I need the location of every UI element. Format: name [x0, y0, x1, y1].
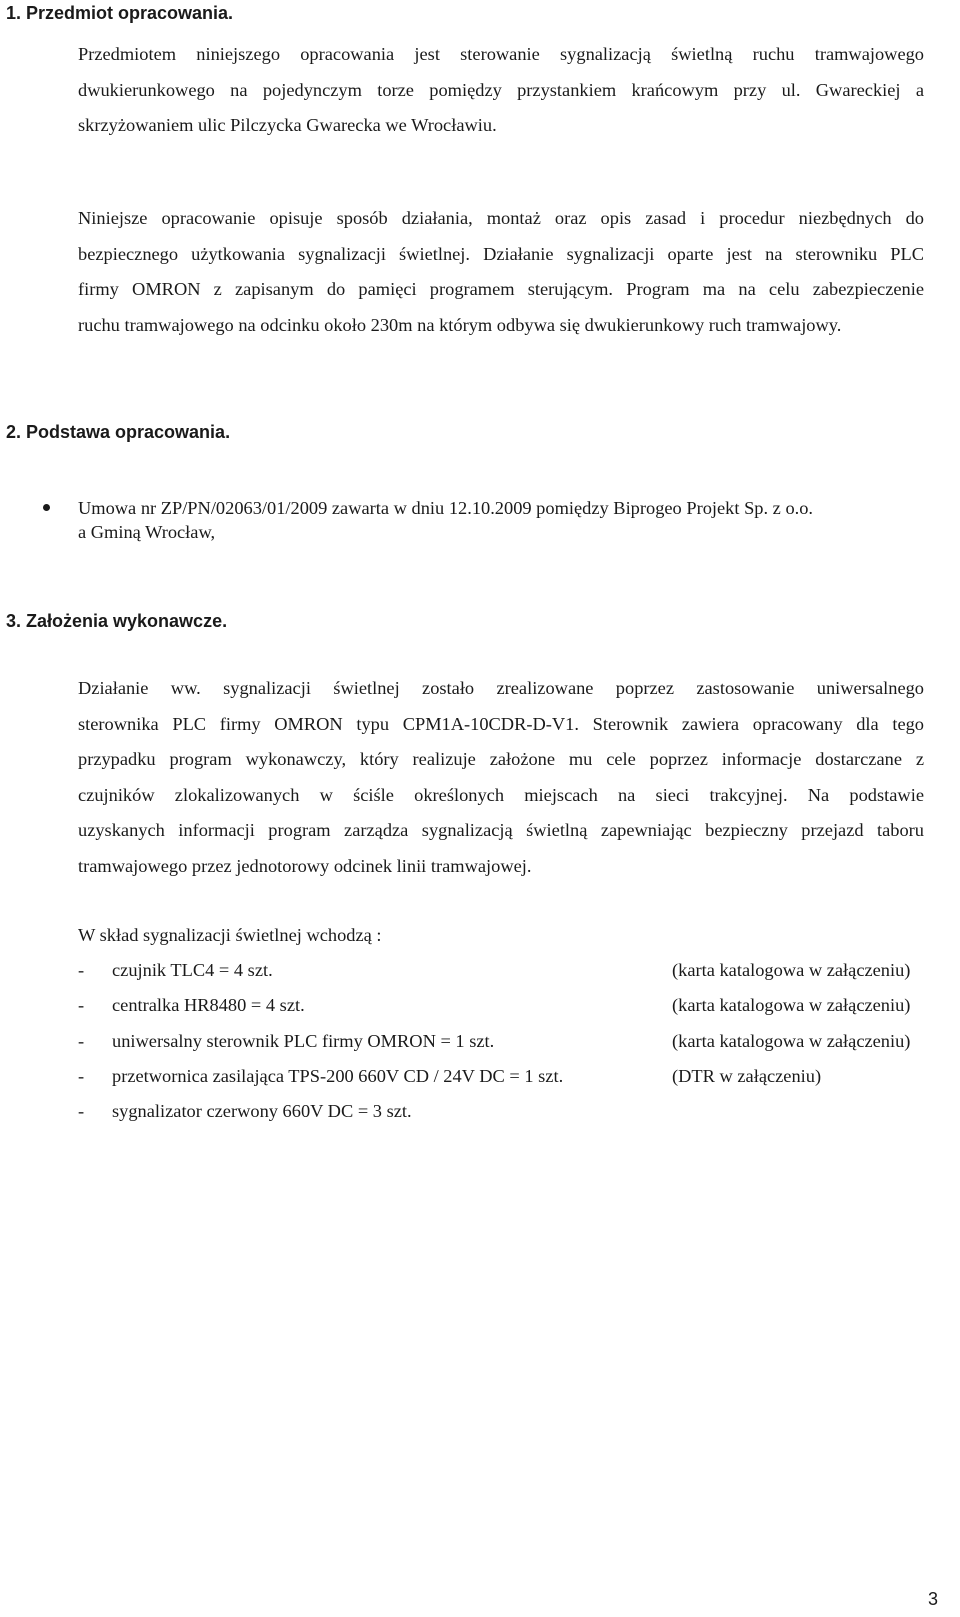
component-note: (karta katalogowa w załączeniu)	[672, 995, 911, 1015]
list-dash: -	[78, 1031, 85, 1051]
text-line: bezpiecznego użytkowania sygnalizacji świetlnej. Działanie sygnalizacji oparte jest na sterowniku PLC	[78, 243, 924, 264]
text-line: sterownika PLC firmy OMRON typu CPM1A-10CDR-D-V1. Sterownik zawiera opracowany dla tego	[78, 713, 924, 734]
component-row	[0, 1064, 960, 1088]
text-line: uzyskanych informacji program zarządza sygnalizacją świetlną zapewniając bezpieczny przejazd taboru	[78, 820, 924, 840]
component-item: czujnik TLC4 = 4 szt.	[112, 960, 273, 980]
section-heading-basis: 2. Podstawa opracowania.	[6, 422, 231, 442]
component-row	[0, 958, 960, 982]
list-dash: -	[78, 960, 85, 980]
list-dash: -	[78, 1101, 85, 1121]
component-row	[0, 1099, 960, 1123]
section-heading-assumptions: 3. Założenia wykonawcze.	[6, 611, 228, 631]
component-note: (karta katalogowa w załączeniu)	[672, 960, 911, 980]
component-note: (karta katalogowa w załączeniu)	[672, 1031, 911, 1051]
paragraph-subject	[78, 37, 924, 144]
list-dash: -	[78, 1066, 85, 1086]
bullet-item-contract	[0, 496, 960, 556]
components-intro: W skład sygnalizacji świetlnej wchodzą :	[78, 925, 382, 945]
text-line: Przedmiotem niniejszego opracowania jest sterowanie sygnalizacją świetlną ruchu tramwajowego	[78, 44, 924, 64]
bullet-text	[78, 496, 813, 544]
paragraph-description	[78, 201, 924, 343]
list-dash: -	[78, 995, 85, 1015]
text-line: skrzyżowaniem ulic Pilczycka Gwarecka we Wrocławiu.	[78, 115, 497, 135]
text-line: firmy OMRON z zapisanym do pamięci programem sterującym. Program ma na celu zabezpieczenie	[78, 279, 924, 299]
text-line: przypadku program wykonawczy, który realizuje założone mu cele poprzez informacje dostarczane z	[78, 749, 924, 769]
text-line: Działanie ww. sygnalizacji świetlnej zostało zrealizowane poprzez zastosowanie uniwersalnego	[78, 678, 924, 698]
text-line: dwukierunkowego na pojedynczym torze pomiędzy przystankiem krańcowym przy ul. Gwareckiej a	[78, 79, 924, 100]
component-item: przetwornica zasilająca TPS-200 660V CD / 24V DC = 1 szt.	[112, 1066, 564, 1086]
text-line: czujników zlokalizowanych w ściśle określonych miejscach na sieci trakcyjnej. Na podstawie	[78, 784, 924, 805]
component-row	[0, 1029, 960, 1053]
component-note: (DTR w załączeniu)	[672, 1066, 822, 1086]
component-row	[0, 993, 960, 1017]
text-line: ruchu tramwajowego na odcinku około 230m na którym odbywa się dwukierunkowy ruch tramwajowy.	[78, 314, 842, 335]
bullet-dot-icon	[43, 504, 50, 511]
paragraph-assumptions	[78, 671, 924, 884]
component-item: sygnalizator czerwony 660V DC = 3 szt.	[112, 1101, 412, 1121]
component-item: uniwersalny sterownik PLC firmy OMRON = 1 szt.	[112, 1031, 495, 1051]
bullet-line: a Gminą Wrocław,	[78, 522, 216, 542]
page-number: 3	[927, 1589, 938, 1609]
bullet-line: Umowa nr ZP/PN/02063/01/2009 zawarta w dniu 12.10.2009 pomiędzy Biprogeo Projekt Sp. z o.o.	[78, 498, 814, 518]
component-item: centralka HR8480 = 4 szt.	[112, 995, 305, 1015]
text-line: Niniejsze opracowanie opisuje sposób działania, montaż oraz opis zasad i procedur niezbędnych do	[78, 208, 924, 228]
text-line: tramwajowego przez jednotorowy odcinek linii tramwajowej.	[78, 855, 532, 876]
section-heading-subject: 1. Przedmiot opracowania.	[6, 3, 234, 23]
